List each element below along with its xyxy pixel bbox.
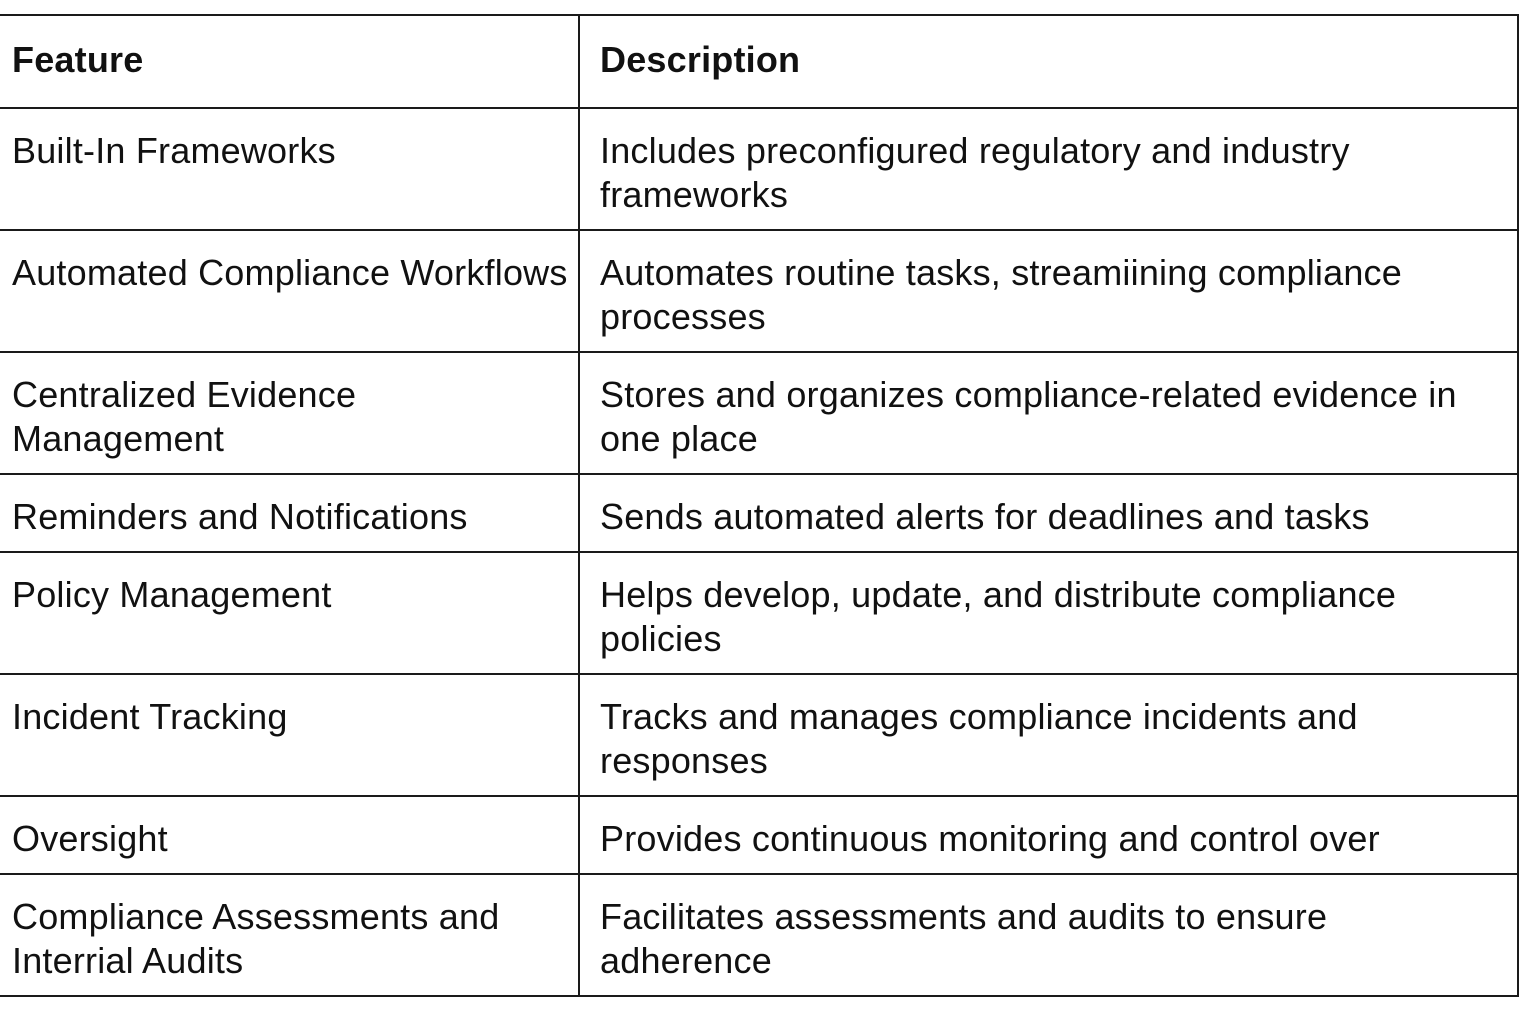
description-cell: Helps develop, update, and distribute compliance policies bbox=[579, 552, 1518, 674]
description-cell: Includes preconfigured regulatory and industry frameworks bbox=[579, 108, 1518, 230]
description-cell: Automates routine tasks, streamiining compliance processes bbox=[579, 230, 1518, 352]
header-row bbox=[0, 15, 1518, 108]
table-row bbox=[0, 874, 1518, 996]
table-row bbox=[0, 108, 1518, 230]
header-description: Description bbox=[579, 15, 1518, 108]
table-body bbox=[0, 108, 1518, 996]
feature-cell: Centralized Evidence Management bbox=[0, 352, 579, 474]
table-row bbox=[0, 552, 1518, 674]
table-header bbox=[0, 15, 1518, 108]
feature-cell: Reminders and Notifications bbox=[0, 474, 579, 552]
description-cell: Provides continuous monitoring and control over bbox=[579, 796, 1518, 874]
table-row bbox=[0, 796, 1518, 874]
table-row bbox=[0, 674, 1518, 796]
table-row bbox=[0, 352, 1518, 474]
description-cell: Facilitates assessments and audits to ensure adherence bbox=[579, 874, 1518, 996]
table-row bbox=[0, 230, 1518, 352]
table-row bbox=[0, 474, 1518, 552]
feature-table bbox=[0, 14, 1519, 997]
description-cell: Sends automated alerts for deadlines and tasks bbox=[579, 474, 1518, 552]
feature-cell: Compliance Assessments and Interrial Audits bbox=[0, 874, 579, 996]
feature-cell: Automated Compliance Workflows bbox=[0, 230, 579, 352]
description-cell: Tracks and manages compliance incidents and responses bbox=[579, 674, 1518, 796]
description-cell: Stores and organizes compliance-related evidence in one place bbox=[579, 352, 1518, 474]
feature-cell: Incident Tracking bbox=[0, 674, 579, 796]
feature-cell: Policy Management bbox=[0, 552, 579, 674]
header-feature: Feature bbox=[0, 15, 579, 108]
feature-cell: Built-In Frameworks bbox=[0, 108, 579, 230]
feature-cell: Oversight bbox=[0, 796, 579, 874]
